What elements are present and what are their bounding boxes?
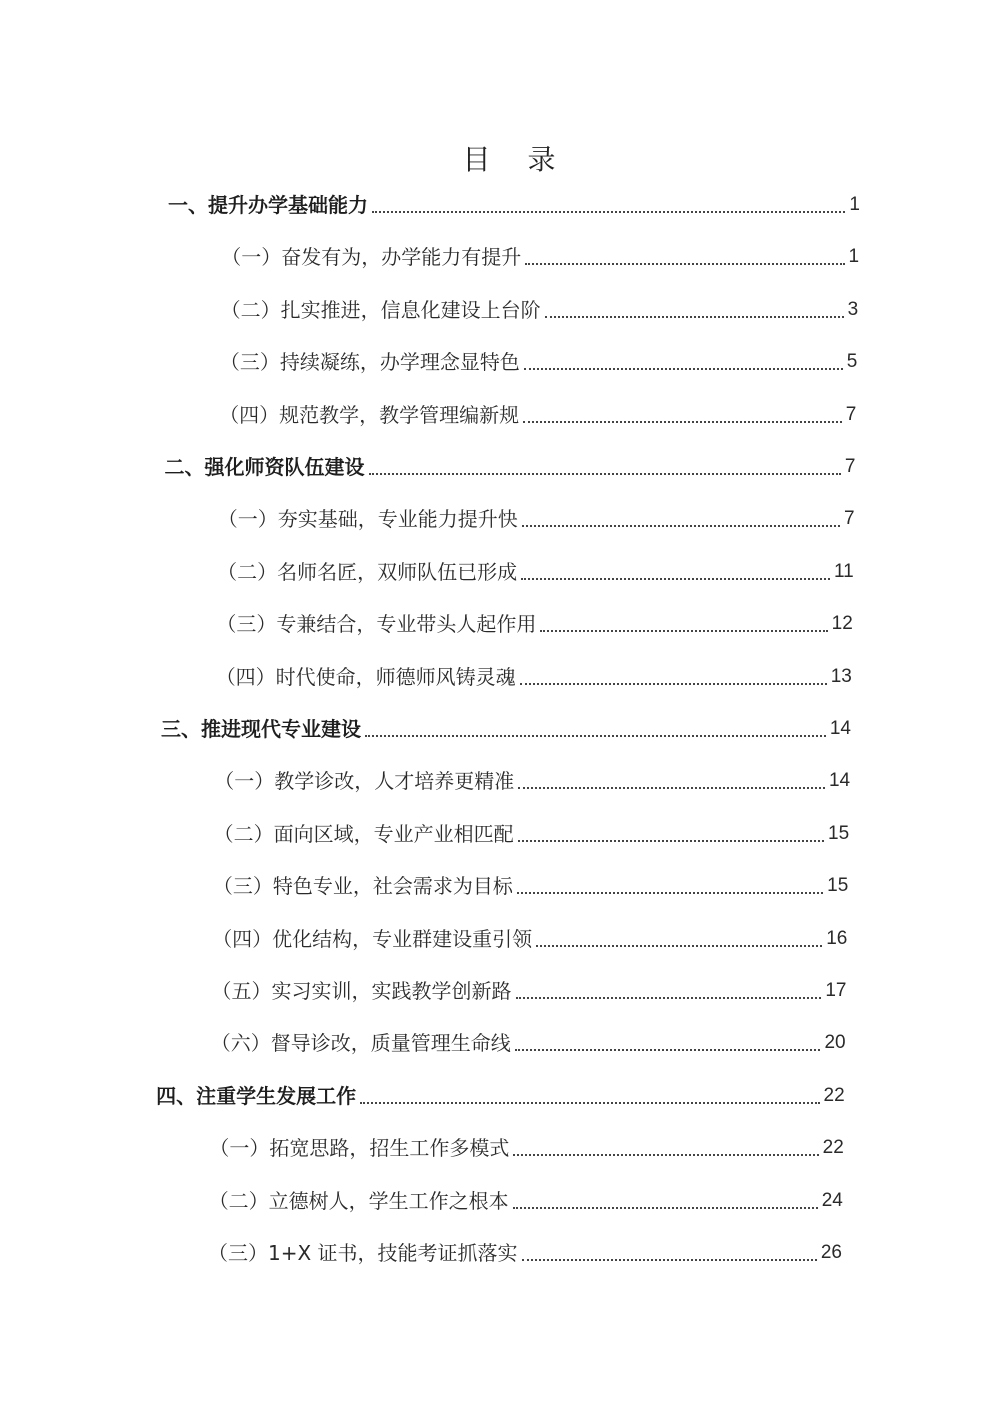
toc-leader-dots <box>540 629 827 632</box>
toc-subsection-entry[interactable] <box>211 1026 846 1056</box>
toc-entry-title: （四）优化结构，专业群建设重引领 <box>212 926 533 951</box>
toc-section-entry[interactable] <box>168 188 860 218</box>
toc-page-number: 14 <box>829 718 851 739</box>
toc-entry-title: 四、注重学生发展工作 <box>156 1083 357 1108</box>
toc-entry-title: （五）实习实训，实践教学创新路 <box>211 979 512 1003</box>
toc-entry-title: （一）夯实基础，专业能力提升快 <box>217 507 518 532</box>
toc-page-number: 7 <box>844 508 855 530</box>
toc-subsection-entry[interactable] <box>209 1131 843 1161</box>
toc-entry-title: （三）专兼结合，专业带头人起作用 <box>216 612 537 637</box>
toc-page-number: 22 <box>823 1084 845 1106</box>
toc-page-number: 17 <box>825 980 847 1001</box>
toc-entry-title: 三、推进现代专业建设 <box>161 717 361 741</box>
toc-leader-dots <box>524 367 843 370</box>
toc-entry-title: 二、强化师资队伍建设 <box>164 455 365 479</box>
toc-page-number: 22 <box>822 1137 844 1159</box>
toc-page-number: 7 <box>845 403 857 425</box>
toc-leader-dots <box>523 420 842 423</box>
toc-section-entry[interactable] <box>156 1079 845 1109</box>
toc-subsection-entry[interactable] <box>214 817 850 847</box>
toc-entry-title: （一）拓宽思路，招生工作多模式 <box>209 1136 510 1161</box>
toc-leader-dots <box>522 524 840 527</box>
toc-subsection-entry[interactable] <box>212 974 847 1004</box>
toc-leader-dots <box>521 577 830 580</box>
toc-leader-dots <box>513 1206 818 1209</box>
toc-page-number: 15 <box>827 875 849 897</box>
toc-page-number: 20 <box>824 1032 846 1054</box>
toc-entry-title: （三）持续凝练，办学理念显特色 <box>219 350 520 375</box>
toc-leader-dots <box>518 839 824 842</box>
toc-page-number: 26 <box>820 1242 842 1263</box>
toc-page-number: 3 <box>847 298 859 320</box>
toc-leader-dots <box>372 210 845 213</box>
toc-page-number: 13 <box>830 665 852 687</box>
toc-entry-title: （二）立德树人，学生工作之根本 <box>208 1188 509 1213</box>
toc-entry-title: （一）奋发有为，办学能力有提升 <box>221 245 522 270</box>
toc-page-number: 7 <box>844 456 856 477</box>
toc-page-number: 24 <box>821 1189 843 1211</box>
toc-entry-title: （三）1+X 证书，技能考证抓落实 <box>208 1241 518 1265</box>
toc-leader-dots <box>515 1048 821 1051</box>
toc-entry-title: （二）名师名匠，双师队伍已形成 <box>217 559 518 584</box>
toc-subsection-entry[interactable] <box>220 345 857 375</box>
toc-leader-dots <box>536 944 822 947</box>
toc-section-entry[interactable] <box>161 712 851 742</box>
toc-entry-title: （三）特色专业，社会需求为目标 <box>212 874 513 899</box>
toc-page-number: 1 <box>849 194 860 215</box>
toc-leader-dots <box>517 891 823 894</box>
toc-leader-dots <box>520 682 827 685</box>
toc-subsection-entry[interactable] <box>217 555 854 585</box>
toc-subsection-entry[interactable] <box>216 660 852 690</box>
toc-subsection-entry[interactable] <box>221 293 859 323</box>
toc-page-number: 1 <box>848 246 860 268</box>
toc-leader-dots <box>360 1101 819 1104</box>
toc-leader-dots <box>365 734 826 737</box>
toc-entry-title: （六）督导诊改，质量管理生命线 <box>210 1031 511 1056</box>
toc-leader-dots <box>545 315 844 318</box>
toc-page-number: 16 <box>826 927 848 949</box>
toc-subsection-entry[interactable] <box>213 869 848 899</box>
toc-subsection-entry[interactable] <box>219 398 856 428</box>
toc-page-number: 5 <box>846 351 858 373</box>
toc-entry-title: （四）时代使命，师德师风铸灵魂 <box>215 664 516 689</box>
toc-leader-dots <box>513 1153 818 1156</box>
toc-page-number: 12 <box>831 613 853 635</box>
toc-subsection-entry[interactable] <box>216 607 852 637</box>
toc-page-number: 14 <box>828 770 851 792</box>
toc-leader-dots <box>369 472 841 475</box>
toc-subsection-entry[interactable] <box>218 502 855 532</box>
toc-entry-title: （二）面向区域，专业产业相匹配 <box>213 821 514 846</box>
toc-subsection-entry[interactable] <box>212 922 847 952</box>
toc-leader-dots <box>525 262 844 265</box>
toc-entry-title: （一）教学诊改，人才培养更精准 <box>214 769 515 794</box>
toc-entry-title: 一、提升办学基础能力 <box>168 193 368 217</box>
toc-leader-dots <box>522 1258 817 1261</box>
toc-entry-title: （四）规范教学，教学管理编新规 <box>219 402 520 427</box>
toc-entry-title: （二）扎实推进，信息化建设上台阶 <box>220 297 541 322</box>
toc-page-number: 11 <box>833 560 854 582</box>
toc-leader-dots <box>518 786 825 789</box>
toc-subsection-entry[interactable] <box>221 240 859 270</box>
page-title: 目 录 <box>462 143 570 176</box>
toc-leader-dots <box>516 996 822 999</box>
toc-section-entry[interactable] <box>165 450 856 480</box>
toc-subsection-entry[interactable] <box>214 764 850 794</box>
toc-subsection-entry[interactable] <box>208 1236 842 1266</box>
toc-subsection-entry[interactable] <box>209 1184 843 1214</box>
toc-page-number: 15 <box>828 822 850 844</box>
